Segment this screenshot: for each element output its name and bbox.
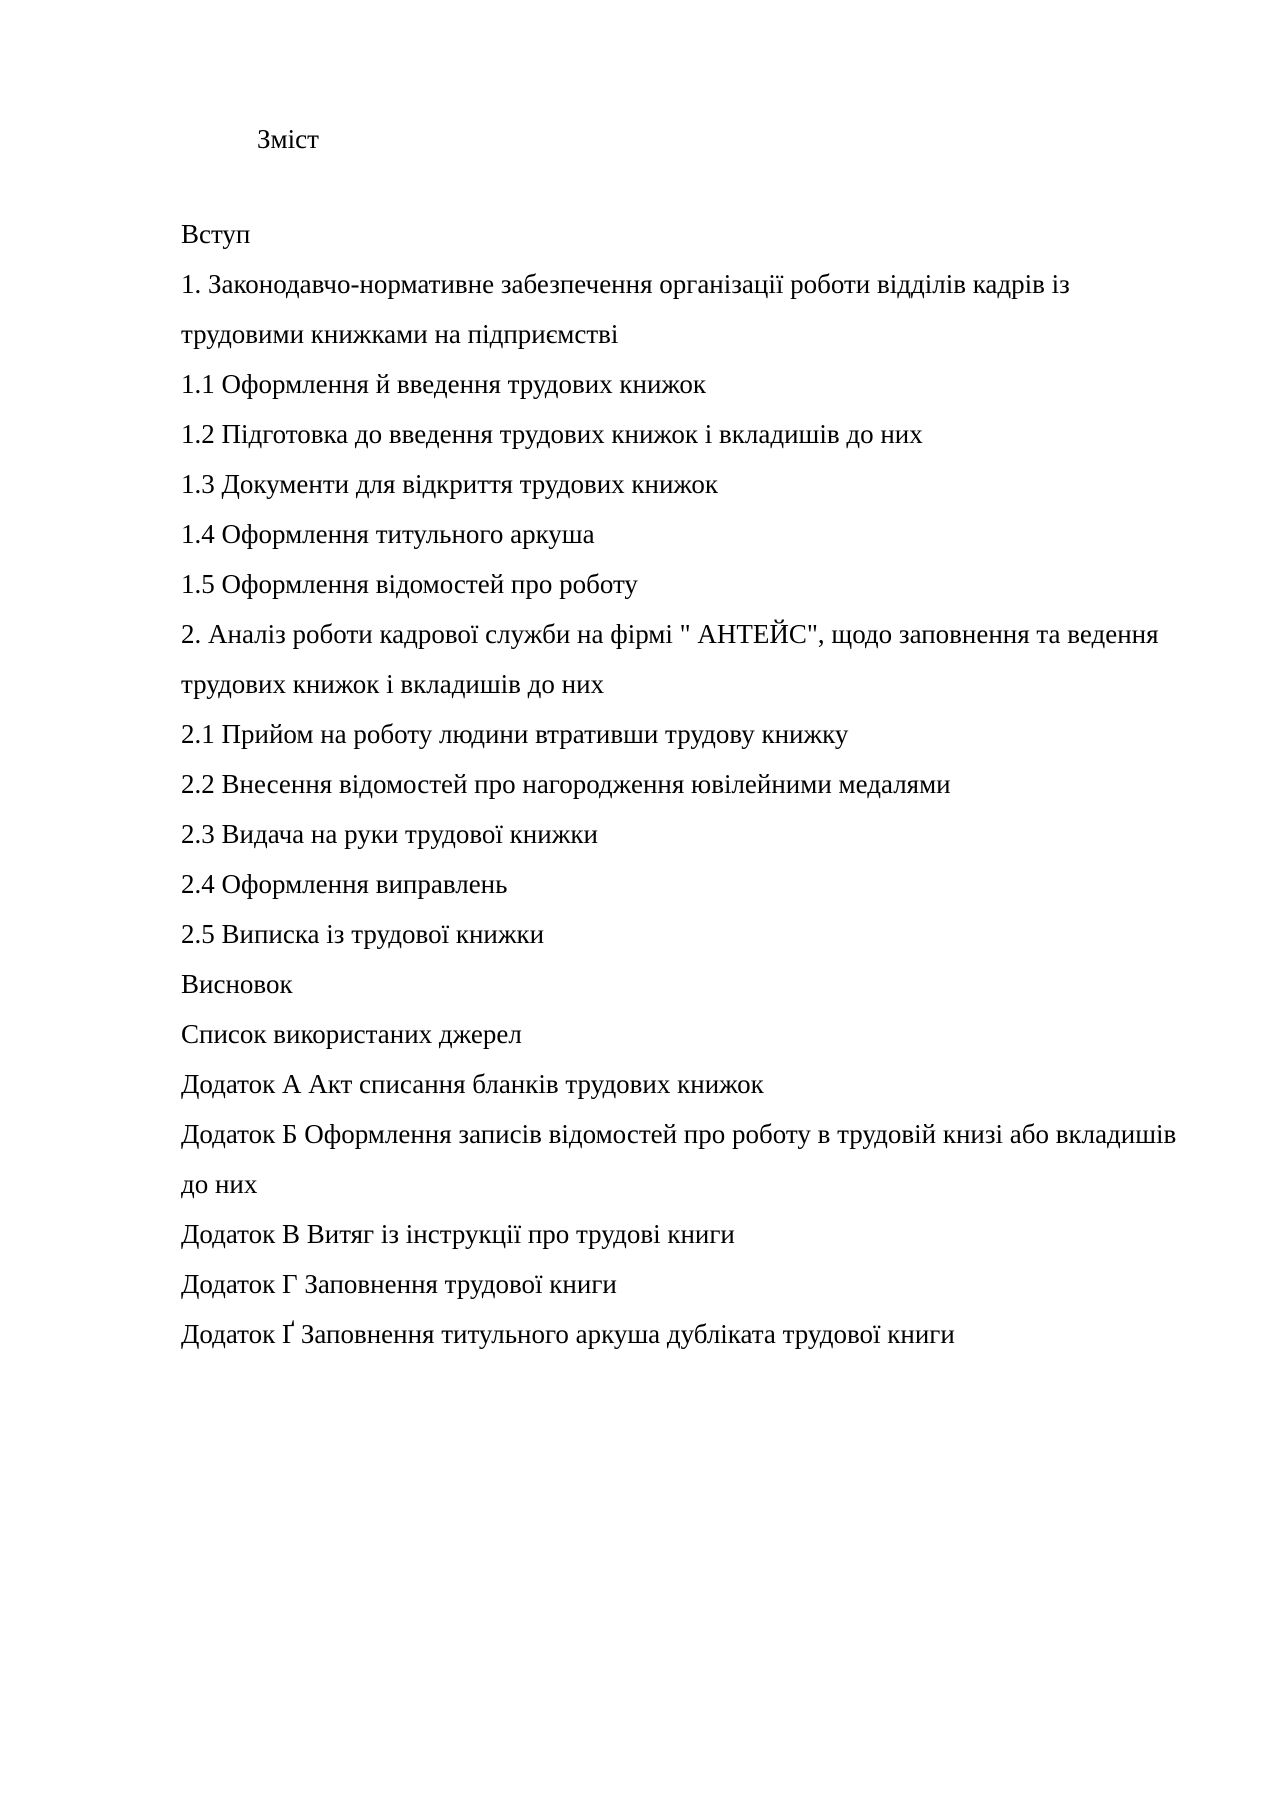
table-of-contents <box>181 209 1181 1359</box>
toc-entry: 2.2 Внесення відомостей про нагородження ювілейними медалями <box>181 769 951 799</box>
toc-entry: 1.5 Оформлення відомостей про роботу <box>181 569 638 599</box>
toc-entry: 1.2 Підготовка до введення трудових книжок і вкладишів до них <box>181 419 923 449</box>
toc-entry: 2.4 Оформлення виправлень <box>181 869 508 899</box>
toc-entry: Додаток Ґ Заповнення титульного аркуша дубліката трудової книги <box>181 1319 955 1349</box>
toc-entry: Висновок <box>181 969 293 999</box>
toc-entry: Вступ <box>181 219 251 249</box>
toc-entry: 1.1 Оформлення й введення трудових книжок <box>181 369 707 399</box>
toc-entry: Список використаних джерел <box>181 1019 522 1049</box>
toc-entry: 2.5 Виписка із трудової книжки <box>181 919 545 949</box>
toc-entry: 2.1 Прийом на роботу людини втративши трудову книжку <box>181 719 849 749</box>
page-title: Зміст <box>257 124 319 154</box>
toc-entry: 1.3 Документи для відкриття трудових книжок <box>181 469 719 499</box>
toc-entry: Додаток В Витяг із інструкції про трудові книги <box>181 1219 735 1249</box>
toc-entry: 1. Законодавчо-нормативне забезпечення організації роботи відділів кадрів із трудовими книжками на підприємстві <box>181 269 1070 349</box>
toc-entry: Додаток А Акт списання бланків трудових книжок <box>181 1069 764 1099</box>
toc-entry: Додаток Г Заповнення трудової книги <box>181 1269 617 1299</box>
toc-entry: Додаток Б Оформлення записів відомостей про роботу в трудовій книзі або вкладишів до них <box>181 1119 1177 1199</box>
toc-entry: 1.4 Оформлення титульного аркуша <box>181 519 595 549</box>
toc-entry: 2. Аналіз роботи кадрової служби на фірмі " АНТЕЙС", щодо заповнення та ведення трудових книжок і вкладишів до них <box>181 619 1159 699</box>
toc-entry: 2.3 Видача на руки трудової книжки <box>181 819 598 849</box>
